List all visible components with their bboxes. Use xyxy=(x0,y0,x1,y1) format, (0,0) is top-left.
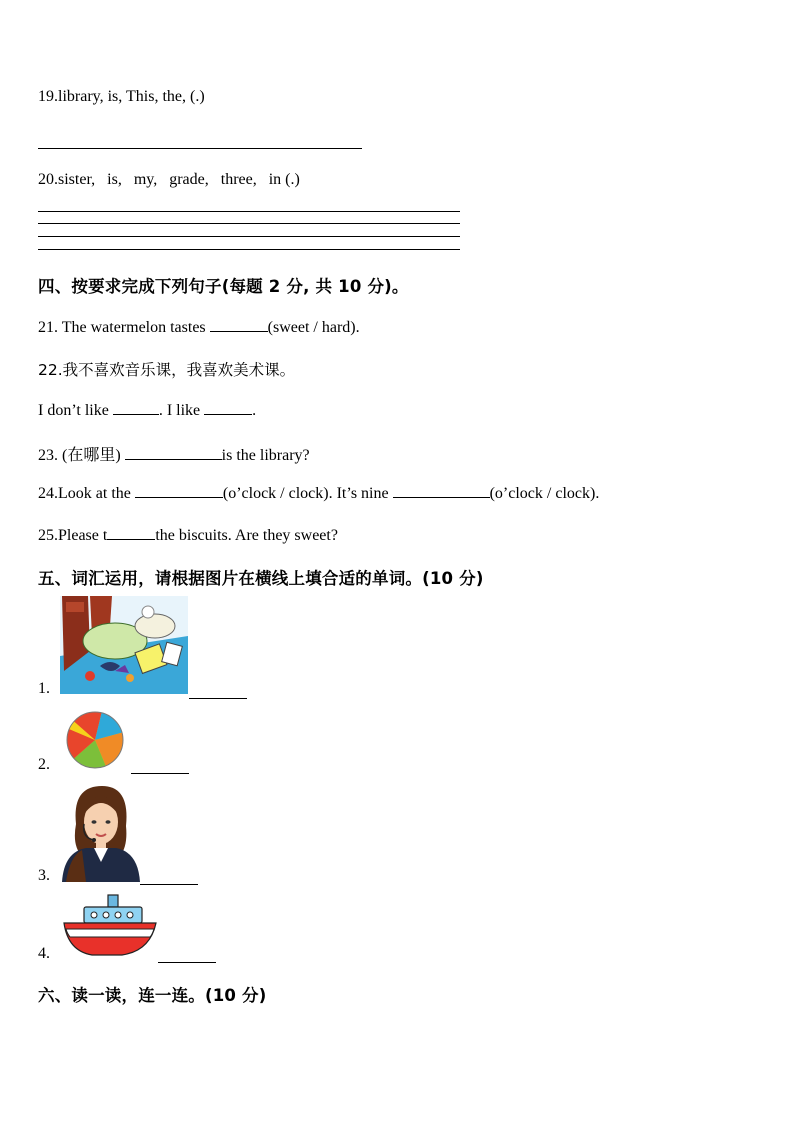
answer-line-20d[interactable] xyxy=(38,249,460,250)
question-22-chinese: 22.我不喜欢音乐课，我喜欢美术课。 xyxy=(38,361,296,379)
blank-22a[interactable] xyxy=(113,400,159,415)
section-5-heading: 五、词汇运用，请根据图片在横线上填合适的单词。(10 分) xyxy=(38,569,484,588)
picture-number: 1. xyxy=(38,680,50,697)
answer-blank-1[interactable] xyxy=(189,684,247,699)
question-25: 25.Please t the biscuits. Are they sweet? xyxy=(38,527,338,544)
answer-line-20a[interactable] xyxy=(38,211,460,212)
messy-room-picture-icon xyxy=(60,596,188,694)
answer-line-20b[interactable] xyxy=(38,223,460,224)
blank-25[interactable] xyxy=(107,525,155,540)
question-23: 23. (在哪里) is the library? xyxy=(38,447,310,464)
question-22: I don’t like . I like . xyxy=(38,402,257,419)
picture-number: 4. xyxy=(38,945,50,962)
section-4-heading: 四、按要求完成下列句子(每题 2 分, 共 10 分)。 xyxy=(38,277,409,296)
question-19: 19.library, is, This, the, (.) xyxy=(38,88,205,105)
blank-21[interactable] xyxy=(210,317,268,332)
answer-line-20c[interactable] xyxy=(38,236,460,237)
answer-blank-4[interactable] xyxy=(158,948,216,963)
woman-with-headset-picture-icon xyxy=(62,784,140,882)
answer-blank-2[interactable] xyxy=(131,759,189,774)
blank-24b[interactable] xyxy=(393,483,490,498)
boat-picture-icon xyxy=(62,893,158,959)
blank-23[interactable] xyxy=(125,445,222,460)
blank-22b[interactable] xyxy=(204,400,252,415)
answer-blank-3[interactable] xyxy=(140,870,198,885)
picture-number: 2. xyxy=(38,756,50,773)
beach-ball-picture-icon xyxy=(62,711,128,769)
question-24: 24.Look at the (o’clock / clock). It’s nine (o’clock / clock). xyxy=(38,485,600,502)
answer-line-19[interactable] xyxy=(38,148,362,149)
question-20: 20.sister, is, my, grade, three, in (.) xyxy=(38,171,300,188)
picture-number: 3. xyxy=(38,867,50,884)
question-21: 21. The watermelon tastes (sweet / hard). xyxy=(38,319,360,336)
section-6-heading: 六、读一读，连一连。(10 分) xyxy=(38,986,267,1005)
blank-24a[interactable] xyxy=(135,483,223,498)
